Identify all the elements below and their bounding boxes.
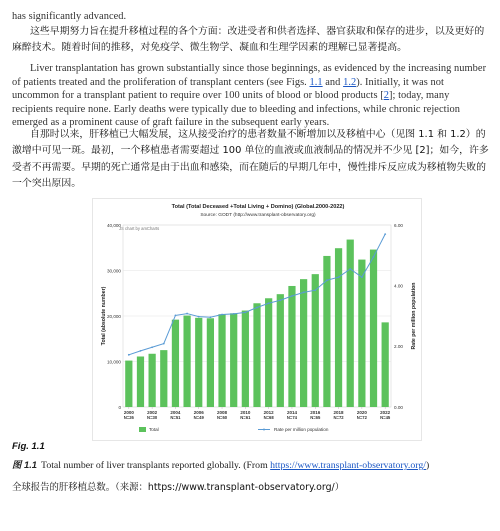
bar	[253, 303, 260, 407]
x-tick-year: 2010	[240, 410, 251, 415]
y-axis-label: Total (absolute number)	[101, 286, 107, 346]
bar	[265, 298, 272, 407]
rate-point	[233, 313, 235, 315]
rate-point	[373, 256, 375, 258]
x-tick-count: N=65	[310, 415, 321, 420]
para2-part2: ). Initially, it was not uncommon for a transplant patient to require over 100 units of blood or blood products [	[12, 76, 444, 102]
rate-point	[244, 311, 246, 313]
caption-text: Total number of liver transplants reported globally. (From	[41, 460, 271, 471]
rate-point	[163, 343, 165, 345]
x-tick-count: N=45	[380, 415, 391, 420]
bar	[288, 286, 295, 407]
bar	[370, 250, 377, 407]
bar	[160, 350, 167, 407]
rate-point	[151, 346, 153, 348]
figure-label: Fig. 1.1	[12, 441, 45, 452]
rate-point	[198, 316, 200, 318]
bar	[149, 354, 156, 407]
bar	[125, 361, 132, 407]
caption-source-link[interactable]: https://www.transplant-observatory.org/	[270, 460, 426, 471]
para2-and: and	[322, 76, 344, 88]
x-tick-year: 2000	[123, 410, 134, 415]
x-tick-count: N=68	[263, 415, 274, 420]
y2-tick-label: 4.00	[394, 283, 403, 289]
chart-svg	[93, 199, 423, 442]
bar	[300, 279, 307, 407]
bar	[183, 316, 190, 407]
y2-tick-label: 0.00	[394, 404, 403, 410]
x-tick-year: 2014	[286, 410, 297, 415]
x-tick-count: N=30	[147, 415, 158, 420]
rate-point	[221, 314, 223, 316]
rate-point	[303, 291, 305, 293]
bar	[382, 322, 389, 407]
x-tick-year: 2022	[380, 410, 391, 415]
x-tick-count: N=49	[193, 415, 204, 420]
rate-point	[175, 314, 177, 316]
x-ticks	[124, 407, 391, 420]
y2-axis-label: Rate per million population	[411, 282, 417, 350]
bar	[242, 311, 249, 407]
x-tick-year: 2012	[263, 410, 274, 415]
bar	[207, 318, 214, 407]
x-tick-year: 2020	[356, 410, 367, 415]
caption-close: )	[425, 460, 430, 471]
rate-point	[256, 307, 258, 309]
chart-subtitle: Source: GODT (http://www.transplant-observatory.org)	[200, 213, 316, 218]
bar	[172, 320, 179, 407]
bar	[358, 260, 365, 407]
legend-marker-rate	[263, 429, 265, 431]
y-tick-label: 0	[118, 404, 121, 410]
caption-label: 图 1.1	[12, 459, 38, 470]
chart-credit[interactable]: JS chart by amCharts	[119, 226, 160, 231]
x-tick-count: N=74	[286, 415, 298, 420]
legend-swatch-total	[139, 427, 146, 432]
x-tick-count: N=72	[333, 415, 344, 420]
figure-caption-chinese: 全球报告的肝移植总数。（来源：https://www.transplant-observatory.org/）	[12, 482, 345, 493]
y2-tick-label: 6.00	[394, 222, 403, 228]
y-tick-label: 10,000	[106, 359, 121, 365]
para2-part1: Liver transplantation has grown substantially since those beginnings, as evidenced by the increasing number of patients treated and the proliferation of transplant centers (see Figs.	[12, 63, 487, 88]
x-tick-year: 2008	[217, 410, 228, 415]
rate-point	[384, 233, 386, 235]
chart-legend	[139, 427, 329, 432]
x-tick-count: N=26	[123, 415, 134, 420]
y-tick-label: 30,000	[106, 268, 121, 274]
rate-point	[268, 302, 270, 304]
figure-caption	[12, 457, 429, 471]
x-tick-count: N=51	[170, 415, 181, 420]
x-tick-year: 2006	[193, 410, 204, 415]
figure-1-1-chart	[92, 198, 422, 441]
rate-point	[314, 289, 316, 291]
x-tick-count: N=61	[240, 415, 251, 420]
bar	[195, 318, 202, 407]
rate-point	[326, 279, 328, 281]
y-tick-label: 20,000	[106, 313, 121, 319]
x-tick-year: 2004	[170, 410, 181, 415]
legend-label-total: Total	[149, 427, 159, 432]
para-english-2	[12, 62, 490, 130]
x-tick-count: N=72	[356, 415, 367, 420]
para-chinese-1: 这些早期努力旨在提升移植过程的各个方面：改进受者和供者选择、器官获取和保存的进步，以及更好的麻醉技术。随着时间的推移，对免疫学、微生物学、凝血和生理学因素的理解已显著提高。	[12, 26, 485, 54]
x-tick-year: 2018	[333, 410, 344, 415]
y-tick-label: 40,000	[106, 222, 121, 228]
bar	[137, 356, 144, 407]
bar	[335, 248, 342, 407]
legend-label-rate: Rate per million population	[274, 427, 329, 432]
bar	[312, 274, 319, 407]
x-tick-year: 2002	[147, 410, 158, 415]
rate-point	[128, 354, 130, 356]
rate-point	[140, 350, 142, 352]
para2-part3: ]; today, many recipients require none. Early deaths were typically due to bleeding and infections, while chronic rejection emerged as a prominent cause of graft failure in the subsequent early years.	[12, 90, 460, 129]
rate-point	[349, 268, 351, 270]
x-tick-count: N=60	[216, 415, 228, 420]
bar	[347, 240, 354, 407]
bar-series	[125, 240, 389, 407]
bar	[277, 294, 284, 407]
bar	[218, 314, 225, 407]
fig-1-2-link[interactable]: 1.2	[343, 76, 357, 88]
bar	[323, 256, 330, 407]
rate-point	[186, 313, 188, 315]
rate-point	[361, 276, 363, 278]
para-continued: has significantly advanced.	[12, 11, 127, 22]
fig-1-1-link[interactable]: 1.1	[309, 76, 323, 88]
rate-point	[338, 276, 340, 278]
bar	[230, 313, 237, 407]
ref-2-link[interactable]: 2	[383, 90, 389, 102]
rate-point	[279, 299, 281, 301]
y2-tick-label: 2.00	[394, 344, 403, 350]
para-chinese-3: 自那时以来，肝移植已大幅发展，这从接受治疗的患者数量不断增加以及移植中心（见图 1.1 和 1.2）的激增中可见一斑。最初，一个移植患者需要超过 100 单位的血液或血液制品的情况并不少见 [2]；如今，许多受者不再需要。早期的死亡通常是由于出血和感染，而在随后的早期几年中，慢性排斥反应成为移植物失败的一个突出原因。	[12, 129, 489, 190]
rate-point	[291, 295, 293, 297]
x-tick-year: 2016	[310, 410, 321, 415]
rate-point	[209, 316, 211, 318]
chart-title: Total (Total Deceased +Total Living + Domino) (Global.2000-2022)	[171, 204, 345, 210]
